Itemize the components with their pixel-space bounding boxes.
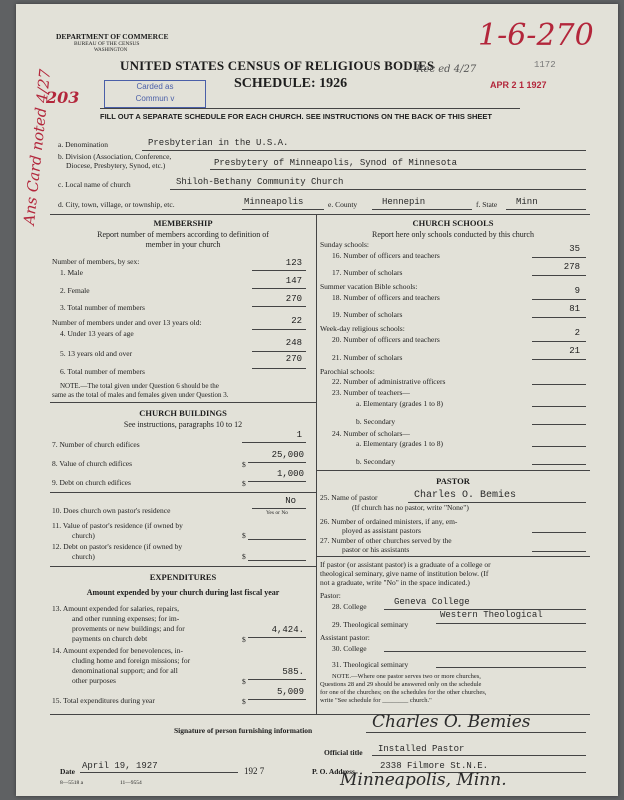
- graduate-note-3: not a graduate, write "No" in the space indicated.): [320, 578, 470, 587]
- q5-line: [252, 351, 306, 352]
- q26-label-2: ployed as assistant pastors: [342, 526, 421, 535]
- q6-line: [252, 368, 306, 369]
- q5-value: 248: [285, 338, 302, 348]
- date-stamp: APR 2 1 1927: [490, 80, 547, 90]
- q2-line: [252, 288, 306, 289]
- q18-label: 18. Number of officers and teachers: [332, 293, 440, 302]
- q14-label-4: other purposes: [72, 676, 116, 685]
- q16-value: 35: [569, 244, 580, 254]
- q17-label: 17. Number of scholars: [332, 268, 403, 277]
- city-field-label: d. City, town, village, or township, etc.: [58, 200, 175, 209]
- assistant-subheading: Assistant pastor:: [320, 633, 370, 642]
- banner-rule: [100, 108, 520, 109]
- summer-schools-label: Summer vacation Bible schools:: [320, 282, 418, 291]
- q17-line: [532, 275, 586, 276]
- q20-value: 2: [574, 328, 580, 338]
- buildings-intro: See instructions, paragraphs 10 to 12: [123, 420, 243, 429]
- q31-line: [436, 667, 586, 668]
- q16-label: 16. Number of officers and teachers: [332, 251, 440, 260]
- q22-label: 22. Number of administrative officers: [332, 377, 446, 386]
- q21-value: 21: [569, 346, 580, 356]
- q23a-line: [532, 406, 586, 407]
- schools-title: CHURCH SCHOOLS: [412, 218, 494, 228]
- expenditures-intro: Amount expended by your church during last fiscal year: [86, 588, 280, 597]
- column-divider: [316, 214, 317, 714]
- local-name-value: Shiloh-Bethany Community Church: [176, 177, 344, 187]
- q5-label: 5. 13 years old and over: [60, 349, 133, 358]
- membership-intro-2: member in your church: [145, 240, 221, 249]
- address-value: 2338 Filmore St.N.E.: [380, 761, 489, 771]
- membership-note-2: same as the total of males and females given under Question 3.: [52, 391, 229, 399]
- buildings-title: CHURCH BUILDINGS: [139, 408, 227, 418]
- q4-label: 4. Under 13 years of age: [60, 329, 134, 338]
- q13-dollar: $: [242, 635, 246, 644]
- membership-intro-1: Report number of members according to definition of: [97, 230, 269, 239]
- address-city: Minneapolis, Minn.: [340, 770, 507, 790]
- q7-line: [242, 442, 306, 443]
- q27-label-1: 27. Number of other churches served by the: [320, 536, 452, 545]
- q23a-label: a. Elementary (grades 1 to 8): [356, 399, 444, 408]
- q12-line: [248, 560, 306, 561]
- q20-line: [532, 341, 586, 342]
- q15-label: 15. Total expenditures during year: [52, 696, 155, 705]
- members-by-sex-label: Number of members, by sex:: [52, 257, 140, 266]
- q20-label: 20. Number of officers and teachers: [332, 335, 440, 344]
- q1-value: 123: [285, 258, 302, 268]
- q24a-label: a. Elementary (grades 1 to 8): [356, 439, 444, 448]
- q9-dollar: $: [242, 479, 246, 488]
- q1-label: 1. Male: [60, 268, 83, 277]
- q3-line: [252, 306, 306, 307]
- q15-dollar: $: [242, 697, 246, 706]
- city-field-value: Minneapolis: [244, 197, 304, 207]
- q24-label: 24. Number of scholars—: [332, 429, 410, 438]
- city-field-line: [242, 209, 324, 210]
- q27-label-2: pastor or his assistants: [342, 545, 410, 554]
- carded-stamp-line1: Carded as: [136, 82, 174, 91]
- q24a-line: [532, 446, 586, 447]
- local-name-label: c. Local name of church: [58, 180, 131, 189]
- q28-value: Geneva College: [394, 597, 470, 607]
- pastor-mid-rule: [316, 556, 590, 557]
- q9-label: 9. Debt on church edifices: [52, 478, 131, 487]
- q8-dollar: $: [242, 460, 246, 469]
- city-label: WASHINGTON: [94, 48, 128, 53]
- carded-stamp-line2: Commun v: [135, 94, 175, 103]
- q30-label: 30. College: [332, 644, 367, 653]
- q29-line: [436, 623, 586, 624]
- red-number: 203: [46, 88, 80, 107]
- red-code: 1-6-270: [478, 18, 594, 53]
- q28-label: 28. College: [332, 602, 367, 611]
- q3-label: 3. Total number of members: [60, 303, 145, 312]
- q14-line: [248, 679, 306, 680]
- q9-line: [248, 481, 306, 482]
- q8-label: 8. Value of church edifices: [52, 459, 133, 468]
- date-line: [80, 772, 238, 773]
- q11-dollar: $: [242, 531, 246, 540]
- q14-label-2: cluding home and foreign missions; for: [72, 656, 191, 665]
- q10-line: [252, 508, 306, 509]
- q24b-label: b. Secondary: [356, 457, 396, 466]
- q11-label-1: 11. Value of pastor's residence (if owned by: [52, 521, 183, 530]
- q31-label: 31. Theological seminary: [332, 660, 409, 669]
- division-label-1: b. Division (Association, Conference,: [58, 152, 172, 161]
- q19-line: [532, 317, 586, 318]
- form-title: UNITED STATES CENSUS OF RELIGIOUS BODIES: [120, 58, 435, 73]
- q22-line: [532, 384, 586, 385]
- q23b-line: [532, 424, 586, 425]
- q13-label-1: 13. Amount expended for salaries, repairs,: [52, 604, 180, 613]
- q15-value: 5,009: [276, 687, 304, 697]
- q11-line: [248, 539, 306, 540]
- department-label: DEPARTMENT OF COMMERCE: [56, 32, 169, 41]
- q12-label-1: 12. Debt on pastor's residence (if owned by: [52, 542, 183, 551]
- q17-value: 278: [563, 262, 580, 272]
- signature-value: Charles O. Bemies: [372, 712, 531, 732]
- weekday-schools-label: Week-day religious schools:: [320, 324, 405, 333]
- q4-line: [252, 329, 306, 330]
- official-title-value: Installed Pastor: [378, 744, 465, 754]
- address-label: P. O. Address: [312, 767, 355, 776]
- q21-line: [532, 359, 586, 360]
- division-label-2: Diocese, Presbytery, Synod, etc.): [66, 161, 166, 170]
- division-value: Presbytery of Minneapolis, Synod of Minnesota: [214, 158, 458, 168]
- buildings-rule: [50, 402, 316, 403]
- graduate-note-1: If pastor (or assistant pastor) is a graduate of a college or: [320, 560, 491, 569]
- q25-label: 25. Name of pastor: [320, 493, 378, 502]
- form-code: 8—5518 a: [60, 780, 84, 786]
- official-title-label: Official title: [324, 748, 363, 757]
- instruction-banner: FILL OUT A SEPARATE SCHEDULE FOR EACH CHURCH. SEE INSTRUCTIONS ON THE BACK OF THIS SHEET: [100, 112, 492, 121]
- official-title-line: [372, 755, 586, 756]
- q10-hint: Yes or No: [266, 510, 289, 516]
- denomination-label: a. Denomination: [58, 140, 108, 149]
- q30-line: [384, 651, 586, 652]
- q11-label-2: church): [72, 531, 95, 540]
- q23-label: 23. Number of teachers—: [332, 388, 410, 397]
- q4-value: 22: [291, 316, 302, 326]
- q7-value: 1: [296, 430, 302, 440]
- date-label: Date: [60, 767, 75, 776]
- q25-hint: (If church has no pastor, write "None"): [352, 503, 469, 512]
- q2-label: 2. Female: [60, 286, 90, 295]
- expenditures-title: EXPENDITURES: [149, 572, 217, 582]
- denomination-line: [142, 150, 586, 151]
- members-by-age-label: Number of members under and over 13 years old:: [52, 318, 202, 327]
- q13-label-4: payments on church debt: [72, 634, 148, 643]
- q3-value: 270: [285, 294, 302, 304]
- local-name-line: [170, 189, 586, 190]
- membership-title: MEMBERSHIP: [153, 218, 213, 228]
- county-value: Hennepin: [382, 197, 426, 207]
- schedule-title: SCHEDULE: 1926: [234, 76, 348, 91]
- q21-label: 21. Number of scholars: [332, 353, 403, 362]
- stamp-number: 1172: [534, 60, 556, 70]
- pastor-rule: [316, 470, 590, 471]
- q13-value: 4,424.: [271, 625, 304, 635]
- date-year: 192 7: [244, 766, 265, 776]
- graduate-note-2: theological seminary, give name of institution below. (If: [320, 569, 489, 578]
- q19-value: 81: [569, 304, 580, 314]
- q14-label-1: 14. Amount expended for benevolences, in-: [52, 646, 184, 655]
- q2-value: 147: [285, 276, 302, 286]
- division-line: [210, 169, 586, 170]
- bureau-label: BUREAU OF THE CENSUS: [74, 41, 140, 47]
- state-value: Minn: [516, 197, 538, 207]
- q27-line: [532, 551, 586, 552]
- q1-line: [252, 270, 306, 271]
- pastor-title: PASTOR: [436, 476, 470, 486]
- q13-label-2: and other running expenses; for im-: [72, 614, 180, 623]
- q26-line: [532, 532, 586, 533]
- membership-note-1: NOTE.—The total given under Question 6 should be the: [60, 382, 219, 390]
- state-label: f. State: [476, 200, 498, 209]
- denomination-value: Presbyterian in the U.S.A.: [148, 138, 289, 148]
- signature-label: Signature of person furnishing information: [174, 726, 313, 735]
- signature-line: [366, 732, 586, 733]
- q10-value: No: [285, 496, 296, 506]
- pastor-note-4: write "See schedule for ________ church.": [320, 697, 432, 704]
- date-value: April 19, 1927: [82, 761, 158, 771]
- q16-line: [532, 257, 586, 258]
- q18-value: 9: [574, 286, 580, 296]
- received-note: Rec ed 4/27: [416, 64, 477, 75]
- schools-intro: Report here only schools conducted by this church: [372, 230, 534, 239]
- state-line: [506, 209, 586, 210]
- pastor-note-3: for one of the churches; on the schedules for the other churches,: [320, 689, 487, 696]
- buildings-mid-rule: [50, 492, 316, 493]
- q7-label: 7. Number of church edifices: [52, 440, 140, 449]
- q14-value: 585.: [282, 667, 304, 677]
- q23b-label: b. Secondary: [356, 417, 396, 426]
- pastor-note-2: Questions 28 and 29 should be answered only on the schedule: [320, 681, 482, 688]
- pastor-note-1: NOTE.—Where one pastor serves two or more churches,: [332, 673, 481, 680]
- top-divider: [50, 214, 590, 215]
- q29-value: Western Theological: [440, 610, 543, 620]
- expenditures-rule: [50, 566, 316, 567]
- q25-value: Charles O. Bemies: [414, 490, 517, 501]
- q14-dollar: $: [242, 677, 246, 686]
- county-label: e. County: [328, 200, 358, 209]
- q24b-line: [532, 464, 586, 465]
- form-code-2: 11—9554: [120, 780, 142, 786]
- q8-value: 25,000: [271, 450, 304, 460]
- q12-dollar: $: [242, 552, 246, 561]
- q12-label-2: church): [72, 552, 95, 561]
- q6-label: 6. Total number of members: [60, 367, 145, 376]
- q19-label: 19. Number of scholars: [332, 310, 403, 319]
- carded-stamp: [104, 80, 206, 108]
- q13-label-3: provements or new buildings; and for: [72, 624, 185, 633]
- q29-label: 29. Theological seminary: [332, 620, 409, 629]
- q14-label-3: denominational support; and for all: [72, 666, 178, 675]
- q8-line: [248, 462, 306, 463]
- q13-line: [248, 637, 306, 638]
- margin-note: Ans Card noted 4/27: [20, 68, 55, 226]
- q10-label: 10. Does church own pastor's residence: [52, 506, 171, 515]
- q9-value: 1,000: [276, 469, 304, 479]
- q26-label-1: 26. Number of ordained ministers, if any, em-: [320, 517, 458, 526]
- sunday-schools-label: Sunday schools:: [320, 240, 369, 249]
- q15-line: [248, 699, 306, 700]
- q6-value: 270: [285, 354, 302, 364]
- pastor-subheading: Pastor:: [320, 591, 341, 600]
- census-schedule-page: [16, 4, 618, 796]
- q18-line: [532, 299, 586, 300]
- county-line: [372, 209, 472, 210]
- parochial-schools-label: Parochial schools:: [320, 367, 375, 376]
